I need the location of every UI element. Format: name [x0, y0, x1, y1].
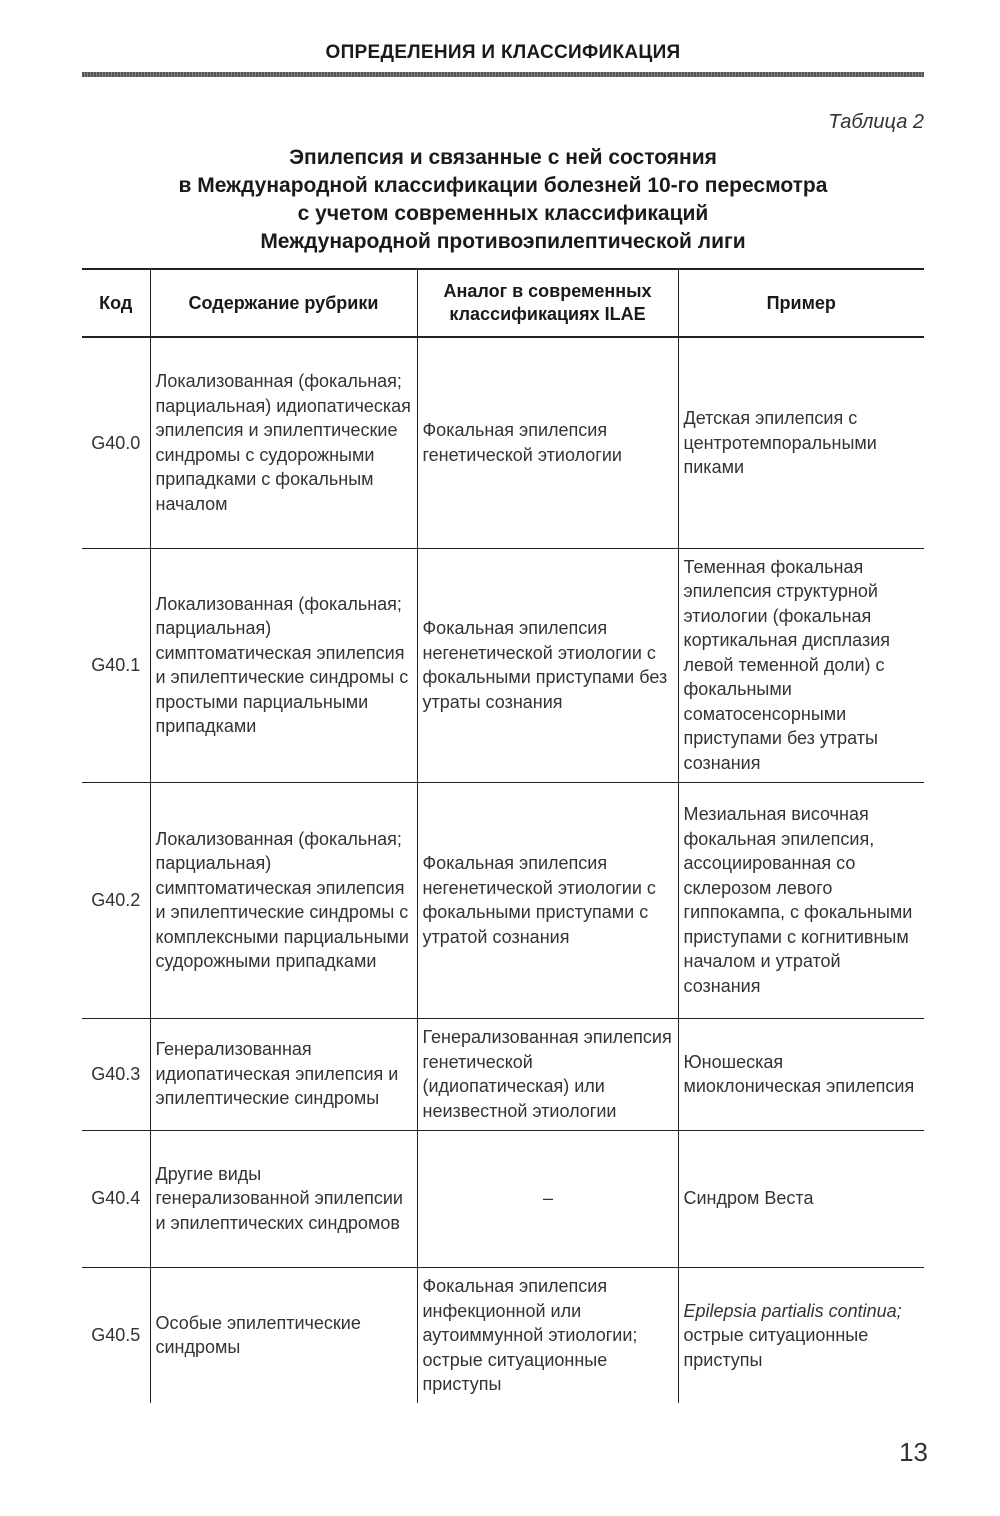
cell-example: Юношеская миоклоническая эпилепсия	[678, 1018, 924, 1130]
example-italic-text: Epilepsia partialis continua;	[683, 1300, 902, 1321]
cell-analog: Фокальная эпилепсия инфекционной или аутоиммунной этиологии; острые ситуационные приступы	[417, 1267, 678, 1403]
cell-code: G40.4	[82, 1130, 150, 1267]
cell-example: Синдром Веста	[678, 1130, 924, 1267]
table-row	[82, 1130, 924, 1267]
cell-code: G40.0	[82, 337, 150, 548]
cell-content: Локализованная (фокальная; парциальная) симптоматическая эпилепсия и эпилептические синдромы с простыми парциальными припадками	[150, 548, 417, 782]
cell-analog: Генерализованная эпилепсия генетической (идиопатическая) или неизвестной этиологии	[417, 1018, 678, 1130]
cell-code: G40.3	[82, 1018, 150, 1130]
title-line-3: с учетом современных классификаций	[297, 202, 709, 225]
title-line-2: в Международной классификации болезней 10-го пересмотра	[178, 174, 828, 197]
cell-example	[678, 1267, 924, 1403]
cell-example: Детская эпилепсия с центротемпоральными пиками	[678, 337, 924, 548]
cell-example: Мезиальная височная фокальная эпилепсия, ассоциированная со склерозом левого гиппокампа, с фокальными приступами с когнитивным началом и утратой сознания	[678, 782, 924, 1018]
cell-analog: Фокальная эпилепсия негенетической этиологии с фокальными приступами без утраты сознания	[417, 548, 678, 782]
cell-analog: –	[417, 1130, 678, 1267]
table-label: Таблица 2	[828, 111, 924, 133]
header-code: Код	[82, 269, 150, 337]
cell-content: Другие виды генерализованной эпилепсии и эпилептических синдромов	[150, 1130, 417, 1267]
header-content: Содержание рубрики	[150, 269, 417, 337]
table-row	[82, 337, 924, 548]
cell-content: Локализованная (фокальная; парциальная) идиопатическая эпилепсия и эпилептические синдромы с судорожными припадками с фокальным началом	[150, 337, 417, 548]
table-title	[82, 144, 924, 256]
cell-analog: Фокальная эпилепсия негенетической этиологии с фокальными приступами с утратой сознания	[417, 782, 678, 1018]
table-row	[82, 548, 924, 782]
cell-code: G40.2	[82, 782, 150, 1018]
table-header-row	[82, 269, 924, 337]
cell-content: Особые эпилептические синдромы	[150, 1267, 417, 1403]
cell-analog: Фокальная эпилепсия генетической этиологии	[417, 337, 678, 548]
example-text: острые ситуационные приступы	[683, 1325, 869, 1370]
table-row	[82, 1018, 924, 1130]
cell-content: Генерализованная идиопатическая эпилепсия и эпилептические синдромы	[150, 1018, 417, 1130]
classification-table	[82, 268, 924, 1403]
header-example: Пример	[678, 269, 924, 337]
cell-code: G40.5	[91, 1325, 141, 1345]
cell-example: Теменная фокальная эпилепсия структурной этиологии (фокальная кортикальная дисплазия левой теменной доли) с фокальными соматосенсорными приступами без утраты сознания	[678, 548, 924, 782]
header-rule	[82, 72, 924, 77]
page-number: 13	[899, 1437, 928, 1467]
header-analog: Аналог в современных классификациях ILAE	[417, 269, 678, 337]
table-row	[82, 782, 924, 1018]
title-line-4: Международной противоэпилептической лиги	[260, 230, 746, 253]
running-head: ОПРЕДЕЛЕНИЯ И КЛАССИФИКАЦИЯ	[325, 42, 681, 63]
title-line-1: Эпилепсия и связанные с ней состояния	[289, 146, 717, 169]
table-row	[82, 1267, 924, 1403]
cell-content: Локализованная (фокальная; парциальная) симптоматическая эпилепсия и эпилептические синдромы с комплексными парциальными судорожными припадками	[150, 782, 417, 1018]
cell-code: G40.1	[82, 548, 150, 782]
